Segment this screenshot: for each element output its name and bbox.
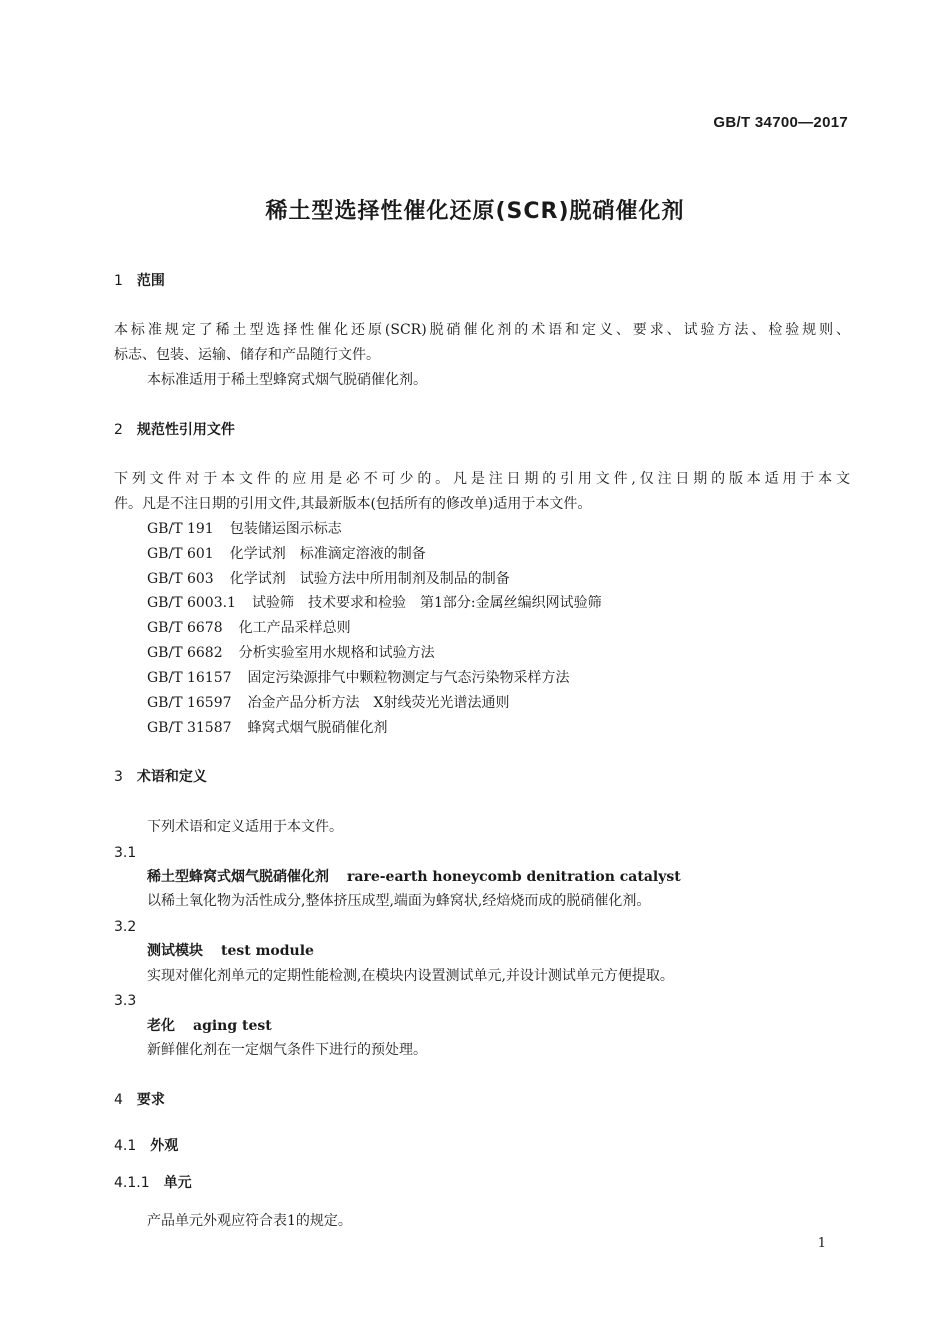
section-1-heading <box>114 271 165 291</box>
paragraph: 下列术语和定义适用于本文件。 <box>147 819 343 835</box>
section-title: 外观 <box>150 1138 179 1154</box>
section-number: 4.1.1 <box>114 1175 150 1191</box>
term-definition: 以稀土氧化物为活性成分,整体挤压成型,端面为蜂窝状,经焙烧而成的脱硝催化剂。 <box>147 893 651 909</box>
section-number: 1 <box>114 273 123 289</box>
term-number: 3.1 <box>114 845 137 861</box>
section-title: 规范性引用文件 <box>136 422 235 438</box>
reference-item: GB/T 601 化学试剂 标准滴定溶液的制备 <box>147 546 426 562</box>
section-number: 2 <box>114 422 123 438</box>
page-number: 1 <box>817 1236 826 1251</box>
section-3-heading <box>114 767 207 787</box>
paragraph: 本标准适用于稀土型蜂窝式烟气脱硝催化剂。 <box>147 372 427 388</box>
section-number: 4 <box>114 1092 123 1108</box>
term-heading: 稀土型蜂窝式烟气脱硝催化剂 rare-earth honeycomb denitration catalyst <box>147 869 681 885</box>
reference-item: GB/T 6682 分析实验室用水规格和试验方法 <box>147 645 435 661</box>
paragraph: 本标准规定了稀土型选择性催化还原(SCR)脱硝催化剂的术语和定义、要求、试验方法、检验规则、 <box>114 322 850 338</box>
standard-code: GB/T 34700—2017 <box>713 114 848 131</box>
section-title: 要求 <box>136 1092 165 1108</box>
term-definition: 实现对催化剂单元的定期性能检测,在模块内设置测试单元,并设计测试单元方便提取。 <box>147 968 674 984</box>
section-title: 术语和定义 <box>136 769 207 785</box>
document-title: 稀土型选择性催化还原(SCR)脱硝催化剂 <box>265 199 685 224</box>
section-2-heading <box>114 420 235 440</box>
term-number: 3.2 <box>114 919 137 935</box>
section-title: 单元 <box>163 1175 192 1191</box>
reference-item: GB/T 6003.1 试验筛 技术要求和检验 第1部分:金属丝编织网试验筛 <box>147 595 602 611</box>
paragraph: 标志、包装、运输、储存和产品随行文件。 <box>114 347 380 363</box>
section-4-heading <box>114 1090 165 1110</box>
section-title: 范围 <box>136 273 165 289</box>
term-heading: 老化 aging test <box>147 1018 272 1034</box>
section-number: 3 <box>114 769 123 785</box>
term-number: 3.3 <box>114 993 137 1009</box>
section-number: 4.1 <box>114 1138 137 1154</box>
paragraph: 件。凡是不注日期的引用文件,其最新版本(包括所有的修改单)适用于本文件。 <box>114 496 592 512</box>
subsection-4-1-heading <box>114 1136 178 1156</box>
reference-item: GB/T 16157 固定污染源排气中颗粒物测定与气态污染物采样方法 <box>147 670 570 686</box>
reference-item: GB/T 31587 蜂窝式烟气脱硝催化剂 <box>147 720 388 736</box>
subsection-4-1-1-heading <box>114 1173 192 1193</box>
term-heading: 测试模块 test module <box>147 943 314 959</box>
paragraph: 下列文件对于本文件的应用是必不可少的。凡是注日期的引用文件,仅注日期的版本适用于本文 <box>114 471 850 487</box>
reference-item: GB/T 6678 化工产品采样总则 <box>147 620 351 636</box>
paragraph: 产品单元外观应符合表1的规定。 <box>147 1213 352 1229</box>
reference-item: GB/T 191 包装储运图示标志 <box>147 521 342 537</box>
reference-item: GB/T 603 化学试剂 试验方法中所用制剂及制品的制备 <box>147 571 510 587</box>
reference-item: GB/T 16597 冶金产品分析方法 X射线荧光光谱法通则 <box>147 695 510 711</box>
term-definition: 新鲜催化剂在一定烟气条件下进行的预处理。 <box>147 1042 427 1058</box>
